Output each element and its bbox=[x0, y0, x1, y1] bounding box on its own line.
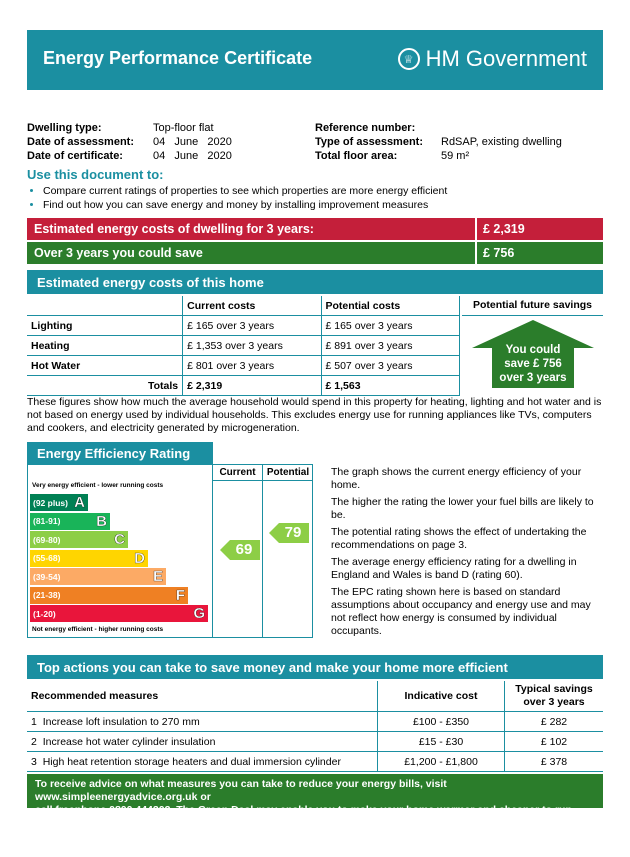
costs-heading: Estimated energy costs of this home bbox=[37, 274, 264, 290]
band-letter: B bbox=[96, 512, 107, 530]
dwelling-type-label: Dwelling type: bbox=[27, 122, 102, 134]
estimated-cost-label: Estimated energy costs of dwelling for 3 years: bbox=[34, 222, 314, 236]
totals-row: Totals £ 2,319 £ 1,563 bbox=[27, 376, 460, 396]
assessment-type-value: RdSAP, existing dwelling bbox=[441, 136, 562, 148]
crest-icon: ♕ bbox=[398, 48, 420, 70]
actions-heading: Top actions you can take to save money and make your home more efficient bbox=[37, 659, 508, 675]
use-item: • Compare current ratings of properties to see which properties are more energy efficient bbox=[43, 185, 613, 197]
band-range: (21-38) bbox=[33, 590, 61, 600]
col-potential-costs: Potential costs bbox=[321, 296, 460, 316]
rating-col-potential: Potential bbox=[266, 467, 310, 478]
band-range: (1-20) bbox=[33, 608, 56, 619]
col-cost: Indicative cost bbox=[378, 681, 505, 712]
band-letter: D bbox=[134, 549, 145, 567]
rating-heading: Energy Efficiency Rating bbox=[37, 445, 191, 461]
rating-band-a bbox=[30, 494, 88, 511]
actions-heading-bar bbox=[27, 655, 603, 679]
actions-table bbox=[27, 681, 603, 772]
table-row: 1 Increase loft insulation to 270 mm £100 - £350 £ 282 bbox=[27, 712, 603, 732]
rating-bottom-note: Not energy efficient - higher running costs bbox=[32, 626, 164, 633]
floor-area-label: Total floor area: bbox=[315, 150, 398, 162]
rating-explanation: The graph shows the current energy efficiency of your home. The higher the rating the lower your fuel bills are likely to be. The potential rating shows the effect of undertaking the recommendations on page 3. The average energy efficiency rating for a dwelling in England and Wales is band D (rating 60). The EPC rating shown here is based on standard assumptions about occupancy and energy use and may not reflect how energy is consumed by individual occupants. bbox=[331, 466, 594, 637]
potential-rating: 79 bbox=[284, 524, 302, 541]
header-banner bbox=[27, 30, 603, 90]
table-row: Lighting £ 165 over 3 years £ 165 over 3 years bbox=[27, 316, 460, 336]
rating-band-c bbox=[30, 531, 128, 548]
band-letter: A bbox=[74, 494, 85, 511]
band-letter: G bbox=[193, 605, 205, 622]
table-row: Hot Water £ 801 over 3 years £ 507 over 3 years bbox=[27, 356, 460, 376]
current-rating: 69 bbox=[235, 541, 253, 558]
reference-label: Reference number: bbox=[315, 122, 416, 134]
use-heading: Use this document to: bbox=[27, 167, 164, 182]
rating-band-g bbox=[30, 605, 208, 622]
use-item: • Find out how you can save energy and money by installing improvement measures bbox=[43, 199, 613, 211]
savings-arrow-text: You could save £ 756 over 3 years bbox=[499, 344, 567, 384]
band-range: (39-54) bbox=[33, 571, 61, 582]
page-title: Energy Performance Certificate bbox=[43, 48, 313, 68]
government-logo bbox=[398, 46, 587, 72]
footer-advice: To receive advice on what measures you can take to reduce your energy bills, visit www.simpleenergyadvice.org.uk or call freephone 0800 444202. The Green Deal may enable you to make your home warmer and cheaper to run. bbox=[27, 774, 603, 808]
savings-bar bbox=[27, 242, 475, 264]
use-list bbox=[27, 185, 613, 213]
savings-label: Over 3 years you could save bbox=[34, 246, 203, 260]
assessment-date-value: 04 June 2020 bbox=[153, 136, 232, 148]
table-row: 3 High heat retention storage heaters and dual immersion cylinder £1,200 - £1,800 £ 378 bbox=[27, 752, 603, 772]
band-letter: C bbox=[114, 531, 125, 548]
band-range: (92 plus) bbox=[33, 497, 68, 508]
dwelling-type-value: Top-floor flat bbox=[153, 122, 214, 134]
band-range: (55-68) bbox=[33, 553, 61, 563]
savings-value-box bbox=[477, 242, 603, 264]
government-name: HM Government bbox=[425, 46, 587, 71]
rating-band-f bbox=[30, 587, 188, 604]
table-row: Heating £ 1,353 over 3 years £ 891 over 3 years bbox=[27, 336, 460, 356]
band-letter: F bbox=[175, 586, 185, 604]
rating-band-d bbox=[30, 550, 148, 567]
band-letter: E bbox=[152, 568, 163, 585]
savings-value: £ 756 bbox=[483, 246, 515, 260]
rating-band-e bbox=[30, 568, 166, 585]
certificate-date-value: 04 June 2020 bbox=[153, 150, 232, 162]
estimated-cost-bar bbox=[27, 218, 475, 240]
col-measures: Recommended measures bbox=[27, 681, 378, 712]
floor-area-value: 59 m² bbox=[441, 150, 470, 162]
rating-band-b bbox=[30, 513, 110, 530]
table-row: 2 Increase hot water cylinder insulation £15 - £30 £ 102 bbox=[27, 732, 603, 752]
costs-note: These figures show how much the average household would spend in this property for heating, lighting and hot water and is not based on energy used by individual households. This excludes energy use for running appliances like TVs, computers and cookers, and electricity generated by microgeneration. bbox=[27, 396, 602, 434]
col-savings: Typical savings over 3 years bbox=[505, 681, 604, 712]
band-range: (69-80) bbox=[33, 534, 61, 545]
rating-heading-bar bbox=[27, 442, 213, 464]
col-current-costs: Current costs bbox=[183, 296, 321, 316]
rating-top-note: Very energy efficient - lower running costs bbox=[32, 482, 164, 489]
estimated-cost-value-box bbox=[477, 218, 603, 240]
estimated-cost-value: £ 2,319 bbox=[483, 222, 525, 236]
costs-table bbox=[27, 296, 460, 396]
col-future-savings: Potential future savings bbox=[462, 296, 603, 316]
certificate-date-label: Date of certificate: bbox=[27, 150, 123, 162]
rating-col-current: Current bbox=[219, 467, 256, 478]
band-range: (81-91) bbox=[33, 516, 61, 526]
assessment-date-label: Date of assessment: bbox=[27, 136, 134, 148]
costs-heading-bar bbox=[27, 270, 603, 294]
assessment-type-label: Type of assessment: bbox=[315, 136, 424, 148]
